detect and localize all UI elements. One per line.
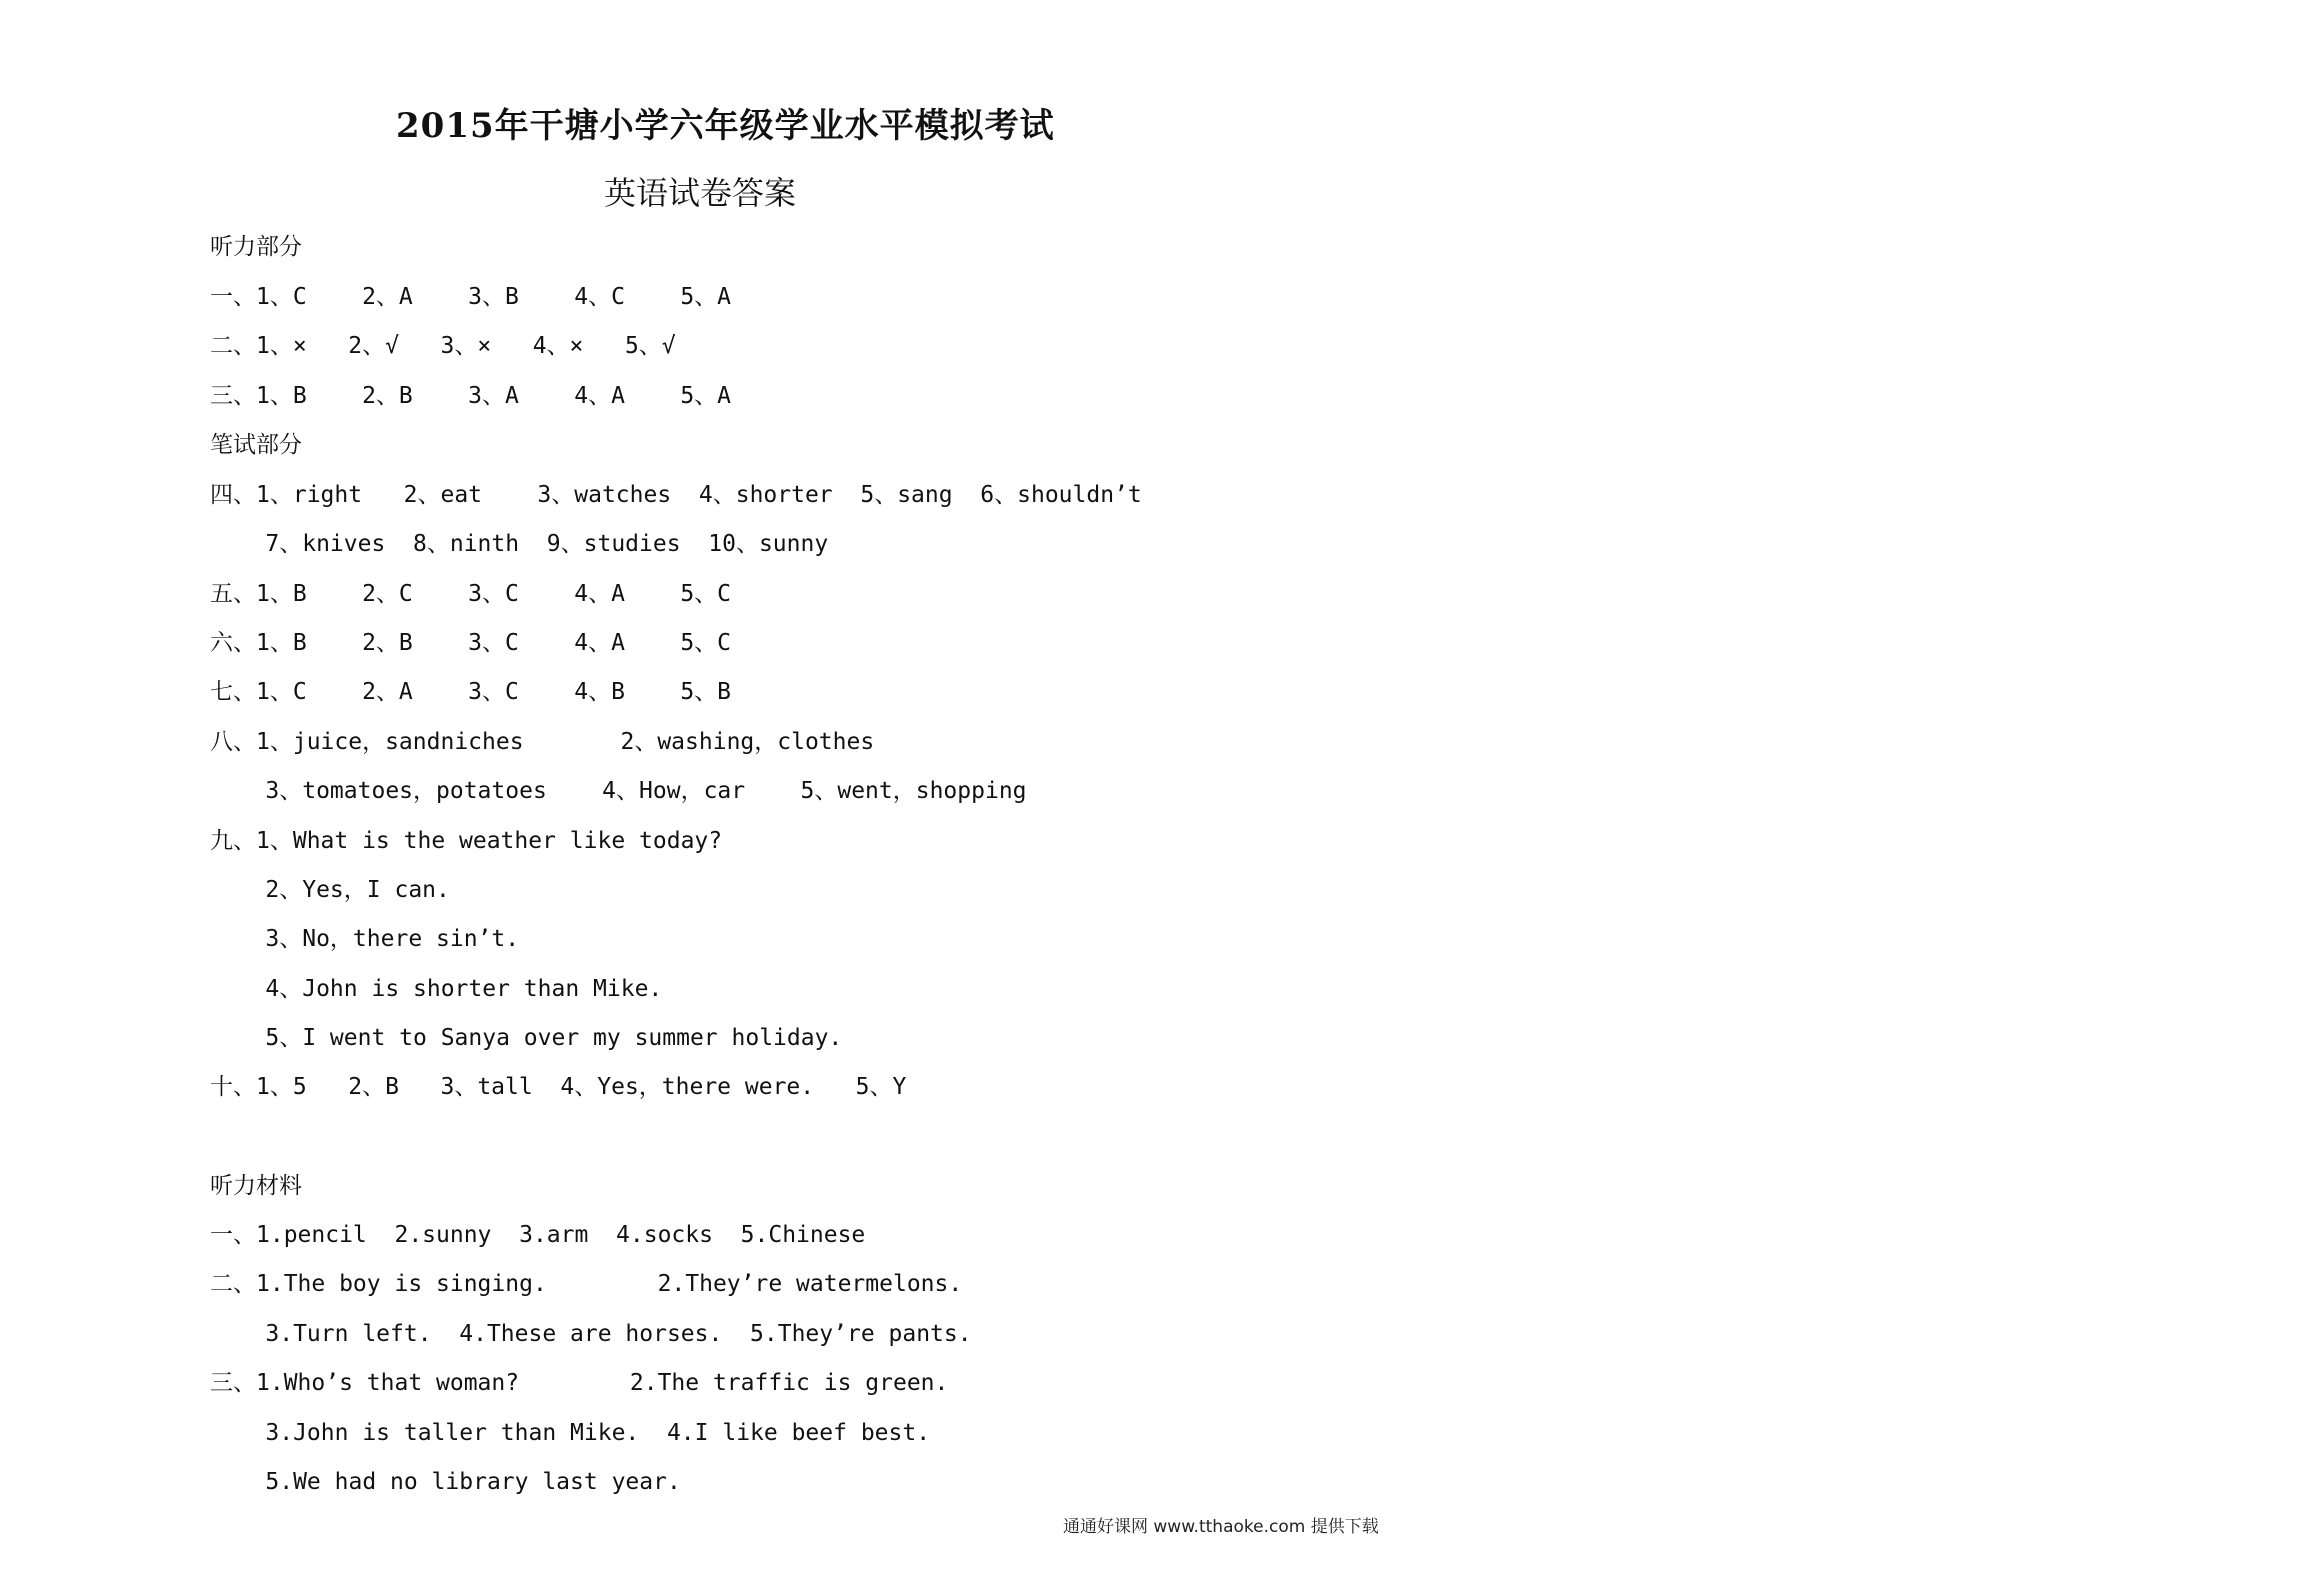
answer-line: 七、1、C 2、A 3、C 4、B 5、B <box>210 679 732 705</box>
material-line: 一、1.pencil 2.sunny 3.arm 4.socks 5.Chinese <box>210 1222 866 1248</box>
answer-line: 六、1、B 2、B 3、C 4、A 5、C <box>210 630 732 656</box>
answer-line: 3、No，there sin’t. <box>210 926 520 952</box>
answer-line: 十、1、5 2、B 3、tall 4、Yes，there were. 5、Y <box>210 1074 907 1100</box>
section-header-listening-material: 听力材料 <box>210 1173 302 1199</box>
section-header-listening: 听力部分 <box>210 234 302 260</box>
answer-line: 5、I went to Sanya over my summer holiday. <box>210 1025 843 1051</box>
answer-line: 四、1、right 2、eat 3、watches 4、shorter 5、sang 6、shouldn’t <box>210 482 1142 508</box>
section-header-written: 笔试部分 <box>210 432 302 458</box>
answer-line: 八、1、juice，sandniches 2、washing，clothes <box>210 729 875 755</box>
answer-line: 五、1、B 2、C 3、C 4、A 5、C <box>210 581 732 607</box>
answer-line: 2、Yes，I can. <box>210 877 450 903</box>
material-line: 3.Turn left. 4.These are horses. 5.They’re pants. <box>210 1321 972 1347</box>
answer-line: 7、knives 8、ninth 9、studies 10、sunny <box>210 531 829 557</box>
material-line: 二、1.The boy is singing. 2.They’re watermelons. <box>210 1271 963 1297</box>
answer-line: 三、1、B 2、B 3、A 4、A 5、A <box>210 383 732 409</box>
material-line: 5.We had no library last year. <box>210 1469 681 1495</box>
answer-line: 一、1、C 2、A 3、B 4、C 5、A <box>210 284 732 310</box>
answer-line: 4、John is shorter than Mike. <box>210 976 663 1002</box>
material-line: 三、1.Who’s that woman? 2.The traffic is green. <box>210 1370 949 1396</box>
page-subtitle: 英语试卷答案 <box>604 174 797 212</box>
answer-line: 九、1、What is the weather like today? <box>210 828 723 854</box>
answer-line: 3、tomatoes，potatoes 4、How，car 5、went，shopping <box>210 778 1027 804</box>
footer-credit: 通通好课网 www.tthaoke.com 提供下载 <box>1063 1517 1379 1537</box>
material-line: 3.John is taller than Mike. 4.I like beef best. <box>210 1420 931 1446</box>
answer-line: 二、1、× 2、√ 3、× 4、× 5、√ <box>210 333 676 359</box>
page-title: 2015年干塘小学六年级学业水平模拟考试 <box>396 106 1055 146</box>
